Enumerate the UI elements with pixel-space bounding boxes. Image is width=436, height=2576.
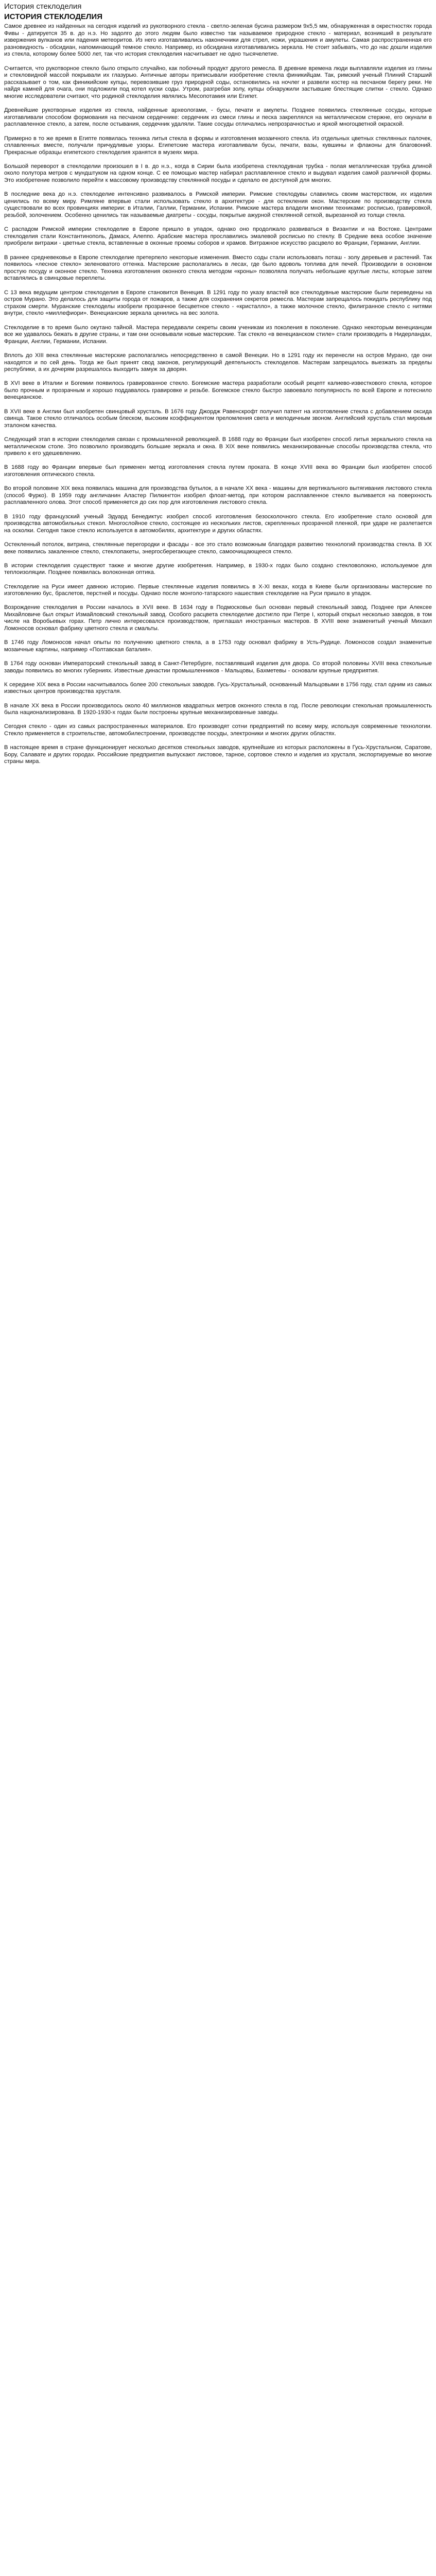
paragraph: Древнейшие рукотворные изделия из стекла, найденные археологами, - бусы, печати и амулеты. Позднее появились стеклянные сосуды, которые изготавливали способом формования на песчаном сердечнике: сердечник из смеси глины и песка закреплялся на металлическом стержне, его окунали в расплавленное стекло, а затем, после остывания, сердечник удаляли. Такие сосуды отличались непрозрачностью и яркой многоцветной окраской. <box>4 107 432 128</box>
paragraph: К середине XIX века в России насчитывалось более 200 стекольных заводов. Гусь-Хрустальный, основанный Мальцовыми в 1756 году, стал одним из самых известных центров производства хрусталя. <box>4 681 432 695</box>
page-title: ИСТОРИЯ СТЕКЛОДЕЛИЯ <box>4 12 102 21</box>
paragraph: С распадом Римской империи стеклоделие в Европе пришло в упадок, однако оно продолжало развиваться в Византии и на Востоке. Центрами стеклоделия стали Константинополь, Дамаск, Алеппо. Арабские мастера прославились эмалевой росписью по стеклу. В Средние века особое значение приобрели витражи - цветные стекла, вставленные в оконные проемы соборов и храмов. Витражное искусство расцвело во Франции, Германии, Англии. <box>4 226 432 247</box>
paragraph: В 1764 году основан Императорский стекольный завод в Санкт-Петербурге, поставлявший изделия для двора. Со второй половины XVIII века стекольные заводы появились во многих губерниях. Известные династии промышленников - Мальцовы, Бахметевы - основали крупные предприятия. <box>4 660 432 674</box>
paragraph: В 1688 году во Франции впервые был применен метод изготовления стекла путем проката. В конце XVIII века во Франции был изобретен способ изготовления оптического стекла. <box>4 464 432 478</box>
paragraph: Остекленный потолок, витрина, стеклянные перегородки и фасады - все это стало возможным благодаря развитию технологий производства стекла. В XX веке появились закаленное стекло, стеклопакеты, энергосберегающее стекло, самоочищающееся стекло. <box>4 541 432 555</box>
paragraph: Стеклоделие на Руси имеет давнюю историю. Первые стеклянные изделия появились в X-XI веках, когда в Киеве были организованы мастерские по изготовлению бус, браслетов, перстней и посуды. Однако после монголо-татарского нашествия стеклоделие на Руси пришло в упадок. <box>4 583 432 597</box>
paragraph: В XVI веке в Италии и Богемии появилось гравированное стекло. Богемские мастера разработали особый рецепт калиево-известкового стекла, которое было прочным и прозрачным и хорошо поддавалось гравировке и резьбе. Богемское стекло быстро завоевало популярность по всей Европе и потеснило венецианское. <box>4 380 432 401</box>
paragraph: В последние века до н.э. стеклоделие интенсивно развивалось в Римской империи. Римские стеклодувы славились своим мастерством, их изделия ценились по всему миру. Римляне впервые стали использовать стекло в архитектуре - для остекления окон. Мастерские по производству стекла существовали во всех провинциях империи: в Италии, Галлии, Германии, Испании. Римские мастера владели многими техниками: росписью, гравировкой, резьбой, золочением. Особенно ценились так называемые диатреты - сосуды, покрытые ажурной стеклянной сеткой, вырезанной из толщи стекла. <box>4 191 432 219</box>
paragraph: Во второй половине XIX века появилась машина для производства бутылок, а в начале XX века - машины для вертикального вытягивания листового стекла (способ Фурко). В 1959 году англичанин Аластер Пилкингтон изобрел флоат-метод, при котором расплавленное стекло выливается на поверхность расплавленного олова. Этот способ применяется до сих пор для изготовления листового стекла. <box>4 485 432 506</box>
paragraph: Считается, что рукотворное стекло было открыто случайно, как побочный продукт другого ремесла. В древние времена люди выплавляли изделия из глины и стекловидной массой покрывали их глазурью. Античные авторы приписывали изобретение стекла финикийцам. Так, римский ученый Плиний Старший рассказывает о том, как финикийские купцы, перевозившие груз природной соды, остановились на ночлег и развели костер на песчаном берегу реки. Не найдя камней для очага, они подложили под котел куски соды. Утром, разгребая золу, купцы обнаружили застывшие блестящие слитки - стекло. Однако многие исследователи считают, что родиной стеклоделия являлись Месопотамия или Египет. <box>4 65 432 99</box>
paragraph: В начале XX века в России производилось около 40 миллионов квадратных метров оконного стекла в год. После революции стекольная промышленность была национализирована. В 1920-1930-х годах были построены крупные механизированные заводы. <box>4 702 432 716</box>
paragraph: В XVII веке в Англии был изобретен свинцовый хрусталь. В 1676 году Джордж Равенскрофт получил патент на изготовление стекла с добавлением оксида свинца. Такое стекло отличалось особым блеском, высоким коэффициентом преломления света и мелодичным звоном. Английский хрусталь стал мировым эталоном качества. <box>4 408 432 429</box>
paragraph: В настоящее время в стране функционирует несколько десятков стекольных заводов, крупнейшие из которых расположены в Гусь-Хрустальном, Саратове, Бору, Салавате и других городах. Российские предприятия выпускают листовое, тарное, сортовое стекло и изделия из хрусталя, экспортируемые во многие страны мира. <box>4 744 432 765</box>
paragraph: Вплоть до XIII века стеклянные мастерские располагались непосредственно в самой Венеции. Но в 1291 году их перенесли на остров Мурано, где они находятся и по сей день. Тогда же был принят свод законов, регулирующий деятельность стеклоделов. Мастерам запрещалось выезжать за пределы республики, а их дочерям разрешалось выходить замуж за дворян. <box>4 352 432 373</box>
breadcrumb[interactable]: История стеклоделия <box>4 2 82 11</box>
paragraph: Примерно в то же время в Египте появилась техника литья стекла в формы и изготовления мозаичного стекла. Из отдельных цветных стеклянных палочек, сплавленных вместе, получали причудливые узоры. Египетские мастера изготавливали бусы, печати, вазы, кувшины и флаконы для благовоний. Прекрасные образцы египетского стеклоделия хранятся в музеях мира. <box>4 135 432 156</box>
paragraph: В 1910 году французский ученый Эдуард Бенедиктус изобрел способ изготовления безосколочного стекла. Его изобретение стало основой для производства автомобильных стекол. Многослойное стекло, состоящее из нескольких листов, скрепленных прозрачной пленкой, при ударе не разлетается на осколки. Сегодня такое стекло используется в автомобилях, архитектуре и других областях. <box>4 513 432 534</box>
paragraph: С 13 века ведущим центром стеклоделия в Европе становится Венеция. В 1291 году по указу властей все стеклодувные мастерские были переведены на остров Мурано. Это делалось для защиты города от пожаров, а также для сохранения секретов ремесла. Мастерам запрещалось покидать республику под страхом смерти. Муранские стеклоделы изобрели прозрачное бесцветное стекло - «кристалло», а также молочное стекло, филигранное стекло с нитями внутри, стекло «миллефиори». Венецианские зеркала ценились на вес золота. <box>4 289 432 317</box>
page <box>0 2 436 778</box>
paragraph: Большой переворот в стеклоделии произошел в I в. до н.э., когда в Сирии была изобретена стеклодувная трубка - полая металлическая трубка длиной около полутора метров с мундштуком на одном конце. С ее помощью мастер набирал расплавленное стекло и выдувал изделия самой различной формы. Это изобретение позволило перейти к массовому производству стеклянной посуды и сделало ее доступной для многих. <box>4 163 432 184</box>
paragraph: Самое древнее из найденных на сегодня изделий из рукотворного стекла - светло-зеленая бусина размером 9х5,5 мм, обнаруженная в окрестностях города Фивы - датируется 35 в. до н.э. Но задолго до этого людям было известно так называемое природное стекло - материал, возникший в результате извержения вулканов или падения метеоритов. Из него изготавливались наконечники для стрел, ножи, украшения и амулеты. Самая распространенная его разновидность - обсидиан, напоминающий темное стекло. Например, из обсидиана изготавливались зеркала. Не стоит забывать, что до нас дошли изделия из стекла, которому более 5000 лет, так что история стеклоделия насчитывает не одно тысячелетие. <box>4 23 432 58</box>
paragraph: Следующий этап в истории стеклоделия связан с промышленной революцией. В 1688 году во Франции был изобретен способ литья зеркального стекла на металлическом столе. Это позволило производить большие зеркала и окна. В XIX веке появились механизированные способы производства стекла, что привело к его удешевлению. <box>4 436 432 457</box>
article-body <box>4 23 432 766</box>
paragraph: Сегодня стекло - один из самых распространенных материалов. Его производят сотни предприятий по всему миру, используя современные технологии. Стекло применяется в строительстве, автомобилестроении, производстве посуды, электроники и многих других областях. <box>4 723 432 737</box>
paragraph: Стеклоделие в то время было окутано тайной. Мастера передавали секреты своим ученикам из поколения в поколение. Однако некоторым венецианцам все же удавалось бежать в другие страны, и там они основывали новые мастерские. Так стекло «в венецианском стиле» стали производить в Нидерландах, Франции, Англии, Германии, Испании. <box>4 324 432 345</box>
paragraph: В раннее средневековье в Европе стеклоделие претерпело некоторые изменения. Вместо соды стали использовать поташ - золу деревьев и растений. Так появилось «лесное стекло» зеленоватого оттенка. Мастерские располагались в лесах, где было вдоволь топлива для печей. Производили в основном простую посуду и оконное стекло. Техника изготовления оконного стекла методом «кроны» позволяла получать небольшие круглые листы, которые затем вставлялись в свинцовые переплеты. <box>4 254 432 282</box>
paragraph: В 1746 году Ломоносов начал опыты по получению цветного стекла, а в 1753 году основал фабрику в Усть-Рудице. Ломоносов создал знаменитые мозаичные картины, например «Полтавская баталия». <box>4 639 432 653</box>
paragraph: В истории стеклоделия существуют также и многие другие изобретения. Например, в 1930-х годах было создано стекловолокно, используемое для теплоизоляции. Позднее появилась волоконная оптика. <box>4 562 432 576</box>
paragraph: Возрождение стеклоделия в России началось в XVII веке. В 1634 году в Подмосковье был основан первый стекольный завод. Позднее при Алексее Михайловиче был открыт Измайловский стекольный завод. Особого расцвета стеклоделие достигло при Петре I, который открыл несколько заводов, в том числе на Воробьевых горах. Петр лично интересовался производством, приглашал иностранных мастеров. В XVIII веке знаменитый ученый Михаил Ломоносов основал фабрику цветного стекла и смальты. <box>4 604 432 632</box>
